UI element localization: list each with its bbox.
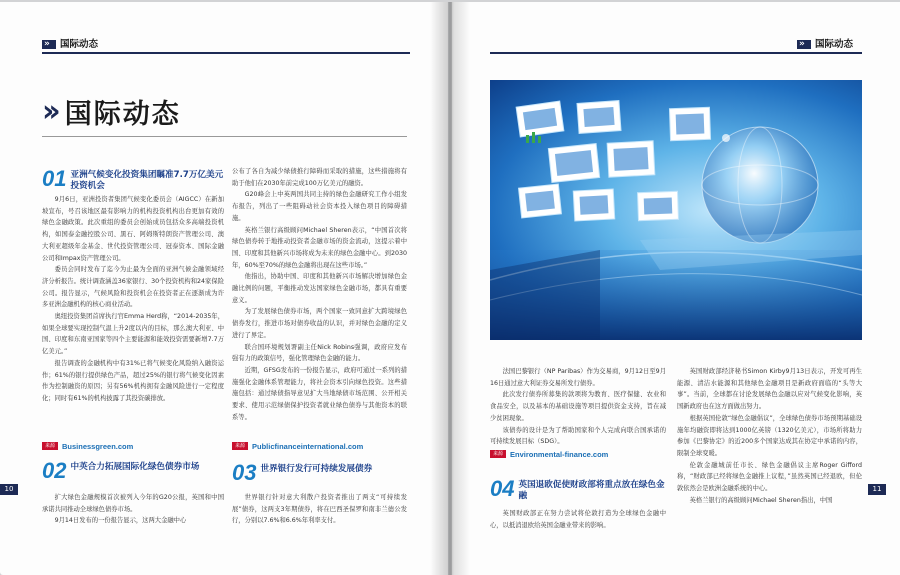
article-source-01 [42, 441, 133, 451]
article-number: 01 [42, 166, 67, 191]
article-heading-02 [42, 460, 227, 482]
source-badge-icon: 来源 [232, 442, 248, 450]
source-link[interactable]: Environmental-finance.com [510, 449, 609, 459]
section-header-label: 国际动态 [60, 39, 99, 50]
article-body-04: 英国财政部正在努力尝试将伦敦打造为全球绿色金融中心，以抵消退欧给英国金融业带来的影响。 [490, 510, 666, 529]
article-heading-01 [42, 168, 227, 192]
article-body-04-continued: 英国财政部经济秘书Simon Kirby9月13日表示，开发可再生能源、清洁水能源和其他绿色金融项目是新政府面临的“头等大事”。当前，全球都在讨论发展绿色金融以应对气候变化影响，英国新政府也在这方面做出努力。 根据英国伦敦“绿色金融倡议”，全球绿色债券市场预期基础设施年均融资即将达到1000亿英镑（1320亿美元），市场所将助力参加《巴黎协定》的近200多个国家达成其在协定中承诺的内容，限制全球变暖。 伦敦金融城前任市长、绿色金融倡议主席Roger Gifford称，“财政部已经将绿色金融推上议程，”虽然英国已经退欧，但伦敦依然会是欧洲金融系统的中心。 英格兰银行的高级顾问Michael Sheren指出，中国 [677, 368, 862, 504]
article-source-03 [490, 449, 608, 459]
article-heading-04 [490, 478, 666, 502]
source-badge-icon: 来源 [42, 442, 58, 450]
section-header-right [797, 38, 853, 52]
article-title: 世界银行发行可持续发展债券 [260, 464, 373, 474]
article-body-03-continued: 法国巴黎银行（NP Paribas）作为交易商，9月12日至9月16日通过意大利证券交易所发行债券。 此次发行债券所募集的款项将为教育、医疗保健、农业和食品安全，以及基本的基础设施等项目提供资金支持，旨在减少贫困现象。 该债券的设计是为了帮助国家和个人完成向联合国承诺的可持续发展目标（SDG）。 [490, 368, 666, 446]
article-body-02-continued: 公布了各自为减少绿债推行障碍而采取的措施，这些措施将有助于他们在2030年前完成100万亿美元的融资。 G20峰会上中英两国共同主持的绿色金融研究工作小组发布报告，列出了一些阻碍动社会资本投入绿色项目的障碍措施。 英格兰银行高级顾问Michael Sheren表示，“中国首次将绿色债券转于地推动投资者金融市场的资金流动，这提示着中国、印度和其他新兴市场将成为未来的绿色金融中心。到2030年，60%至70%的绿色金融将出现在这些市场。” 他指出，协助中国、印度和其他新兴市场解决增加绿色金融比例的问题，平衡推动发达国家绿色金融市场，都具有重要意义。 为了发展绿色债券市场，两个国家一致同意扩大跨境绿色债券发行，推进市场对债券收益的认识，并对绿色金融的定义进行了界定。 联合国环境规划署副主任Nick Robins强调，政府应发布强有力的政策信号，强化管理绿色金融的能力。 近期，GFSG发布的一份报告显示，政府可通过一系列的措施强化金融体系管理能力，将社会资本引向绿色投资。这些措施包括：通过绿债指导意见扩大当地绿债市场范围、公开相关要求、使用示范绿债保护投资者就业绿色债券与其他资本的联系等。 [232, 168, 407, 421]
page-number-right: 11 [868, 484, 886, 495]
title-rule [42, 136, 407, 137]
article-body-01: 9月6日，亚洲投资者集团气候变化委员会（AIGCC）在新加坡宣布，号召该地区最有影响力的机构投资机构出台更加有效的绿色金融政策。此次重组的委员会创始成员包括众多高端投资机构，如国泰金融控股公司、黑石、阿姆斯特朗资产管理公司、澳大利亚超级年金基金、世代投资管理公司、冠泰资本、国际金融公司和Impax资产管理公司。 委员会同时发布了迄今为止最为全面的亚洲气候金融领域经济分析报告。统计调查涵盖36家银行、30个投资机构和24家保险公司。报告显示，气候风险和投资机会在投资者正在逐渐成为许多亚洲金融机构的核心商业活动。 奥纽投资集团首席执行官Emma Herd称，“2014-2035年，如果全球要实现控制气温上升2度以内的目标，那么澳大利亚、中国、印度和东南亚国家等四个主要能源和能效投资需要新增7.7万亿美元。” 报告调查的金融机构中有31%已将气候变化风险纳入融资运作；61%的银行提供绿色产品，超过25%的银行将气候变化因素作为控制融资的原因；另有56%机构拥有金融风险进行一定程度化；同时有61%的机构披露了其投资碳排放。 [42, 196, 224, 402]
article-title: 中英合力拓展国际化绿色债券市场 [70, 462, 200, 472]
article-number: 04 [490, 476, 515, 501]
source-link[interactable]: Publicfinanceinternational.com [252, 441, 364, 451]
header-rule-left [42, 52, 410, 54]
article-source-02 [232, 441, 363, 451]
article-body-02: 扩大绿色金融规模首次被列入今年的G20公报，英国和中国承诺共同推动全球绿色债券市场。 9月14日发布的一份报告显示，这两大金融中心 [42, 494, 224, 525]
finance-globe-collage-image [490, 80, 862, 340]
article-body-03: 世界银行针对意大利散户投资者推出了两支“可持续发展”债券，这两支3年期债券，将在巴西圣保罗和南非兰德公发行，分别以7.6%和6.6%年利率支付。 [232, 494, 407, 525]
section-header-label: 国际动态 [815, 39, 854, 50]
source-badge-icon: 来源 [490, 450, 506, 458]
article-number: 03 [232, 460, 257, 485]
chevron-icon [797, 40, 811, 49]
article-title: 英国退欧促使财政部将重点放在绿色金融 [518, 480, 665, 501]
page-title: ›› 国际动态 [42, 94, 181, 130]
double-chevron-icon: ›› [42, 94, 55, 129]
article-heading-03 [232, 462, 412, 484]
source-link[interactable]: Businessgreen.com [62, 441, 134, 451]
page-number-left: 10 [0, 484, 18, 495]
article-title: 亚洲气候变化投资集团瞩准7.7万亿美元投资机会 [70, 170, 224, 191]
header-rule-right [490, 52, 862, 54]
chevron-icon [42, 40, 56, 49]
article-number: 02 [42, 458, 67, 483]
section-header-left [42, 38, 98, 52]
